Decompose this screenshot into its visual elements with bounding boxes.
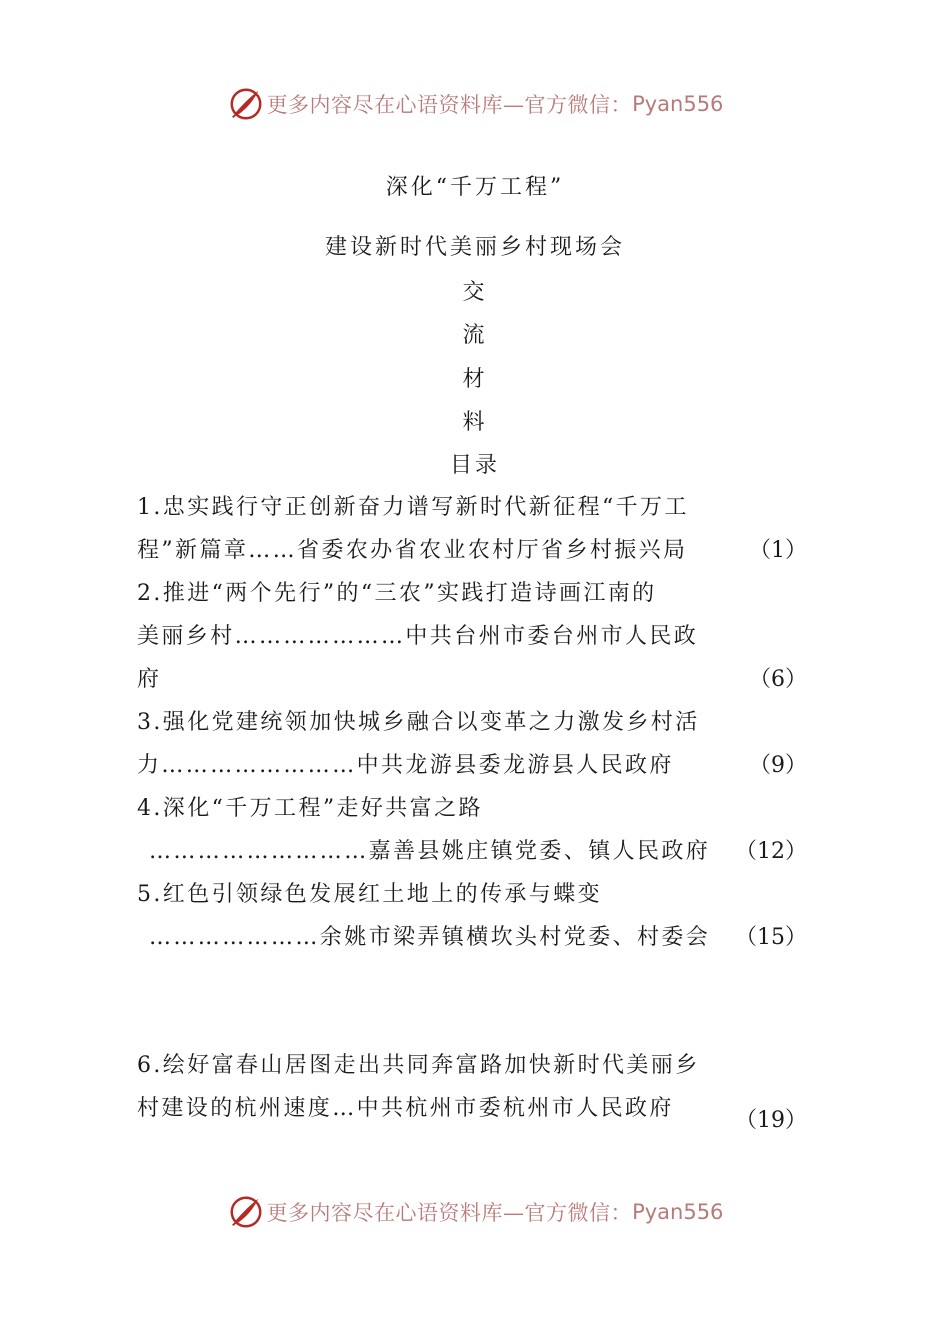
watermark-banner-bottom <box>0 1192 950 1232</box>
toc-list <box>137 486 807 959</box>
toc-page-number: （19） <box>735 1108 807 1133</box>
title-line-2: 建设新时代美丽乡村现场会 <box>324 235 625 260</box>
toc-entry-line: 5.红色引领绿色发展红土地上的传承与蝶变 <box>137 882 602 907</box>
title-char-3: 材 <box>462 367 488 392</box>
toc-entry-line: 力……………………中共龙游县委龙游县人民政府 （9） <box>137 744 807 787</box>
toc-page-number: （1） <box>749 538 807 563</box>
toc-entry-line: 4.深化“千万工程”走好共富之路 <box>137 796 483 821</box>
toc-entry-line: 美丽乡村…………………中共台州市委台州市人民政 <box>137 624 699 649</box>
toc-list-continued <box>137 1044 807 1133</box>
watermark-banner-top <box>0 84 950 124</box>
toc-entry[interactable] <box>137 486 807 572</box>
toc-entry[interactable] <box>137 1044 807 1133</box>
title-line-1: 深化“千万工程” <box>385 175 565 200</box>
title-char-4: 料 <box>462 410 488 435</box>
toc-entry[interactable] <box>137 787 807 873</box>
toc-entry-line: 程”新篇章……省委农办省农业农村厅省乡村振兴局 （1） <box>137 529 807 572</box>
toc-entry-line: 2.推进“两个先行”的“三农”实践打造诗画江南的 <box>137 581 657 606</box>
toc-entry[interactable] <box>137 701 807 787</box>
banner-handle: Pyan556 <box>632 92 724 116</box>
quill-logo-icon <box>227 1193 265 1231</box>
title-char-2: 流 <box>462 323 488 348</box>
toc-entry-line: …………………余姚市梁弄镇横坎头村党委、村委会 （15） <box>137 916 807 959</box>
toc-entry-line: 府 （6） <box>137 658 807 701</box>
toc-entry-line: 村建设的杭州速度…中共杭州市委杭州市人民政府 （19） <box>137 1087 807 1130</box>
toc-entry-line: 3.强化党建统领加快城乡融合以变革之力激发乡村活 <box>137 710 700 735</box>
quill-logo-icon <box>227 85 265 123</box>
banner-handle: Pyan556 <box>632 1200 724 1224</box>
banner-text: 更多内容尽在心语资料库—官方微信： <box>266 93 633 117</box>
title-char-1: 交 <box>462 280 488 305</box>
toc-page-number: （12） <box>735 839 807 864</box>
toc-entry[interactable] <box>137 572 807 701</box>
toc-entry-line: ………………………嘉善县姚庄镇党委、镇人民政府 （12） <box>137 830 807 873</box>
contents-heading: 目录 <box>449 453 500 478</box>
toc-entry-line: 1.忠实践行守正创新奋力谱写新时代新征程“千万工 <box>137 495 689 520</box>
banner-text: 更多内容尽在心语资料库—官方微信： <box>266 1201 633 1225</box>
toc-entry-line: 6.绘好富春山居图走出共同奔富路加快新时代美丽乡 <box>137 1053 700 1078</box>
toc-entry[interactable] <box>137 873 807 959</box>
toc-page-number: （9） <box>749 753 807 778</box>
toc-page-number: （6） <box>749 667 807 692</box>
toc-page-number: （15） <box>735 925 807 950</box>
